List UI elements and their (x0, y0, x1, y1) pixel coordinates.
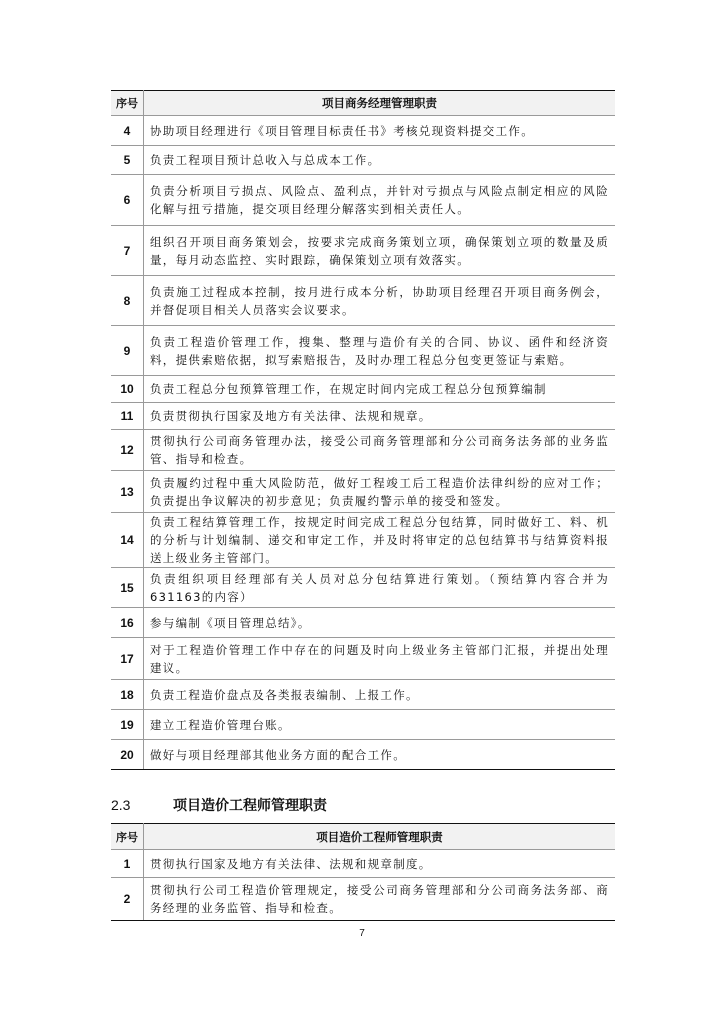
row-text: 负责贯彻执行国家及地方有关法律、法规和规章。 (144, 403, 616, 430)
table-row (111, 226, 615, 276)
row-number: 8 (111, 276, 144, 326)
table-row (111, 878, 615, 921)
row-text: 组织召开项目商务策划会，按要求完成商务策划立项，确保策划立项的数量及质量，每月动态监控、实时跟踪，确保策划立项有效落实。 (144, 226, 616, 276)
table-row (111, 116, 615, 146)
row-number: 7 (111, 226, 144, 276)
row-text: 贯彻执行国家及地方有关法律、法规和规章制度。 (144, 850, 616, 878)
column-header-number: 序号 (111, 91, 144, 116)
row-text: 贯彻执行公司工程造价管理规定，接受公司商务管理部和分公司商务法务部、商务经理的业务监管、指导和检查。 (144, 878, 616, 921)
table-row (111, 175, 615, 226)
table-row (111, 710, 615, 740)
row-number: 2 (111, 878, 144, 921)
column-header-duties: 项目造价工程师管理职责 (144, 824, 616, 850)
row-number: 20 (111, 740, 144, 770)
row-text: 负责组织项目经理部有关人员对总分包结算进行策划。（预结算内容合并为631163的内容） (144, 568, 616, 608)
row-text: 协助项目经理进行《项目管理目标责任书》考核兑现资料提交工作。 (144, 116, 616, 146)
row-number: 19 (111, 710, 144, 740)
row-text: 负责履约过程中重大风险防范，做好工程竣工后工程造价法律纠纷的应对工作；负责提出争议解决的初步意见；负责履约警示单的接受和签发。 (144, 471, 616, 513)
row-text: 对于工程造价管理工作中存在的问题及时向上级业务主管部门汇报，并提出处理建议。 (144, 638, 616, 680)
business-manager-duties-table (111, 90, 615, 770)
row-text: 负责工程结算管理工作，按规定时间完成工程总分包结算，同时做好工、料、机的分析与计划编制、递交和审定工作，并及时将审定的总包结算书与结算资料报送上级业务主管部门。 (144, 513, 616, 568)
table-row (111, 740, 615, 770)
page-number: 7 (359, 928, 365, 939)
row-number: 14 (111, 513, 144, 568)
row-text: 建立工程造价管理台账。 (144, 710, 616, 740)
table-row (111, 146, 615, 175)
section-number: 2.3 (111, 797, 131, 813)
row-number: 17 (111, 638, 144, 680)
row-number: 9 (111, 326, 144, 376)
table-row (111, 513, 615, 568)
table-row (111, 326, 615, 376)
column-header-duties: 项目商务经理管理职责 (144, 91, 616, 116)
column-header-number: 序号 (111, 824, 144, 850)
row-text: 参与编制《项目管理总结》。 (144, 608, 616, 638)
table-row (111, 276, 615, 326)
row-number: 11 (111, 403, 144, 430)
row-text: 负责工程项目预计总收入与总成本工作。 (144, 146, 616, 175)
row-number: 16 (111, 608, 144, 638)
section-heading (111, 795, 327, 815)
row-text: 负责分析项目亏损点、风险点、盈利点，并针对亏损点与风险点制定相应的风险化解与扭亏措施，提交项目经理分解落实到相关责任人。 (144, 175, 616, 226)
row-text: 负责施工过程成本控制，按月进行成本分析，协助项目经理召开项目商务例会，并督促项目相关人员落实会议要求。 (144, 276, 616, 326)
table-row (111, 850, 615, 878)
row-number: 6 (111, 175, 144, 226)
table-row (111, 638, 615, 680)
row-number: 12 (111, 430, 144, 471)
row-text: 做好与项目经理部其他业务方面的配合工作。 (144, 740, 616, 770)
cost-engineer-duties-table (111, 823, 615, 921)
table-header-row (111, 824, 615, 850)
row-text: 负责工程造价管理工作，搜集、整理与造价有关的合同、协议、函件和经济资料，提供索赔依据，拟写索赔报告，及时办理工程总分包变更签证与索赔。 (144, 326, 616, 376)
table-row (111, 568, 615, 608)
row-number: 18 (111, 680, 144, 710)
table-row (111, 608, 615, 638)
table-row (111, 403, 615, 430)
row-number: 13 (111, 471, 144, 513)
row-number: 15 (111, 568, 144, 608)
table-header-row (111, 91, 615, 116)
row-text: 负责工程造价盘点及各类报表编制、上报工作。 (144, 680, 616, 710)
row-number: 5 (111, 146, 144, 175)
table-row (111, 471, 615, 513)
row-number: 10 (111, 376, 144, 403)
row-text: 贯彻执行公司商务管理办法，接受公司商务管理部和分公司商务法务部的业务监管、指导和检查。 (144, 430, 616, 471)
row-text: 负责工程总分包预算管理工作，在规定时间内完成工程总分包预算编制 (144, 376, 616, 403)
section-title: 项目造价工程师管理职责 (173, 798, 327, 814)
row-number: 4 (111, 116, 144, 146)
row-number: 1 (111, 850, 144, 878)
table-row (111, 376, 615, 403)
table-row (111, 430, 615, 471)
table-row (111, 680, 615, 710)
